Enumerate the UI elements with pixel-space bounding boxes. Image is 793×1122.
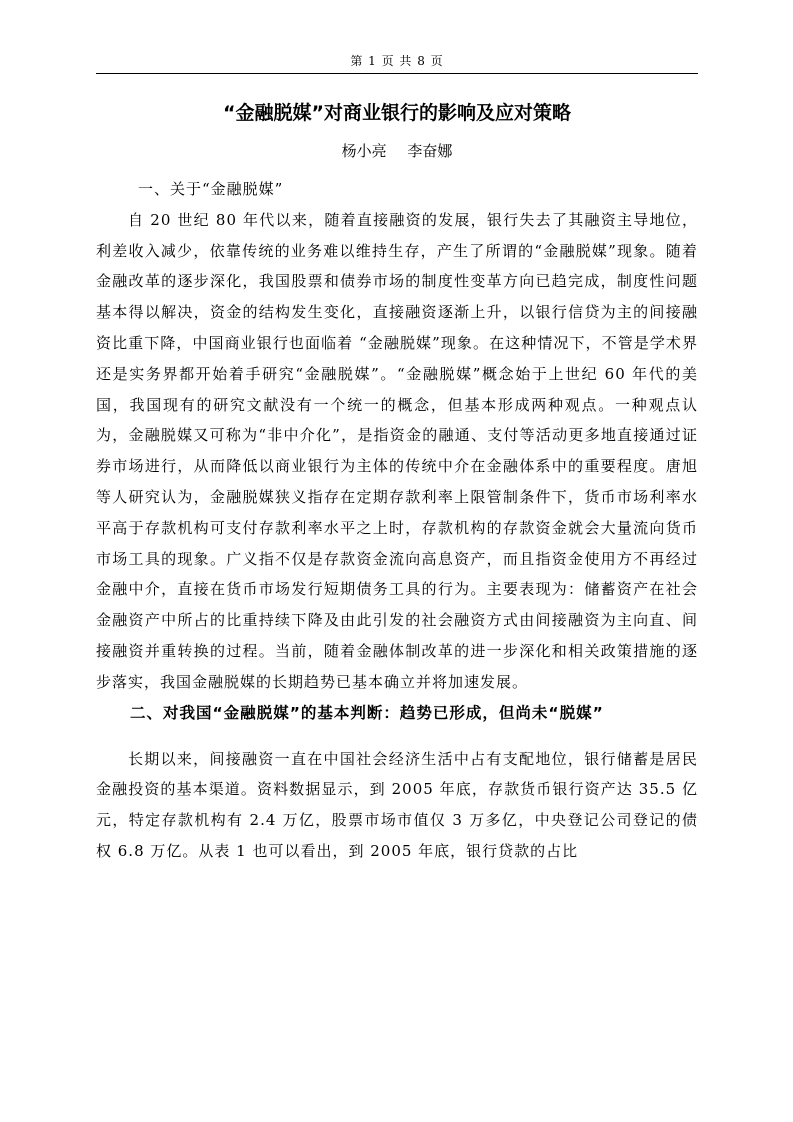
article-body bbox=[96, 174, 698, 867]
author-name: 杨小亮 bbox=[341, 142, 387, 160]
section-2-paragraph: 长期以来，间接融资一直在中国社会经济生活中占有支配地位，银行储蓄是居民金融投资的基本渠道。资料数据显示，到 2005 年底，存款货币银行资产达 35.5 亿元，特定存款机构有 2.4 万亿，股票市场市值仅 3 万多亿，中央登记公司登记的债权 6.8 万亿。从表 1 也可以看出，到 2005 年底，银行贷款的占比 bbox=[96, 749, 698, 860]
author-name: 李奋娜 bbox=[407, 142, 453, 160]
article-title: “金融脱媒”对商业银行的影响及应对策略 bbox=[223, 102, 571, 124]
section-heading-2: 二、对我国“金融脱媒”的基本判断：趋势已形成，但尚未“脱媒” bbox=[130, 703, 604, 722]
section-heading-1: 一、关于“金融脱媒” bbox=[138, 180, 284, 198]
page-indicator: 第 1 页 共 8 页 bbox=[350, 54, 444, 68]
page-header bbox=[96, 54, 698, 68]
header-divider bbox=[96, 73, 698, 74]
article-authors bbox=[96, 140, 698, 162]
section-1-paragraph: 自 20 世纪 80 年代以来，随着直接融资的发展，银行失去了其融资主导地位，利差收入减少，依靠传统的业务难以维持生存，产生了所谓的“金融脱媒”现象。随着金融改革的逐步深化，我国股票和债券市场的制度性变革方向已趋完成，制度性问题基本得以解决，资金的结构发生变化，直接融资逐渐上升，以银行信贷为主的间接融资比重下降，中国商业银行也面临着 “金融脱媒”现象。在这种情况下，不管是学术界还是实务界都开始着手研究“金融脱媒”。“金融脱媒”概念始于上世纪 60 年代的美国，我国现有的研究文献没有一个统一的概念，但基本形成两种观点。一种观点认为，金融脱媒又可称为“非中介化”，是指资金的融通、支付等活动更多地直接通过证券市场进行，从而降低以商业银行为主体的传统中介在金融体系中的重要程度。唐旭等人研究认为，金融脱媒狭义指存在定期存款利率上限管制条件下，货币市场利率水平高于存款机构可支付存款利率水平之上时，存款机构的存款资金就会大量流向货币市场工具的现象。广义指不仅是存款资金流向高息资产，而且指资金使用方不再经过金融中介，直接在货币市场发行短期债务工具的行为。主要表现为：储蓄资产在社会金融资产中所占的比重持续下降及由此引发的社会融资方式由间接融资为主向直、间接融资并重转换的过程。当前，随着金融体制改革的进一步深化和相关政策措施的逐步落实，我国金融脱媒的长期趋势已基本确立并将加速发展。 bbox=[96, 210, 698, 691]
